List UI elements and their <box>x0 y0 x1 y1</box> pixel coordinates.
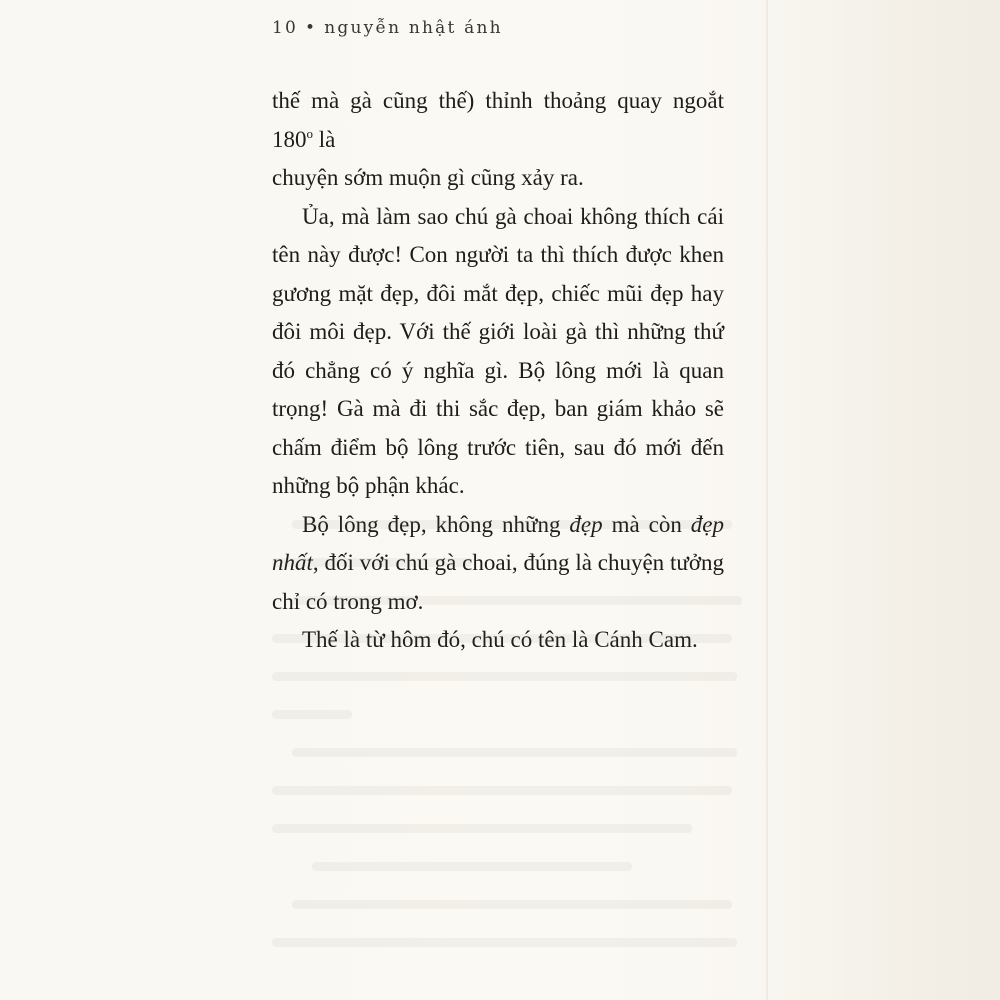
paragraph-3-part-a: Bộ lông đẹp, không những <box>302 511 570 537</box>
author-name: nguyễn nhật ánh <box>324 18 503 38</box>
degree-mark: o <box>306 125 313 141</box>
paragraph-1 <box>272 82 724 198</box>
bleed-line <box>292 596 742 605</box>
paragraph-1-line-1-end: là <box>313 126 336 152</box>
bleed-line <box>312 862 632 871</box>
running-head <box>272 18 503 38</box>
paragraph-4: Thế là từ hôm đó, chú có tên là Cánh Cam. <box>302 627 698 652</box>
emphasis-dep-nhat: đẹp nhất <box>272 511 724 575</box>
bleed-line <box>272 558 472 567</box>
bleed-line <box>292 900 732 909</box>
page-fold-line <box>766 0 768 1000</box>
page-number: 10 <box>272 18 299 38</box>
body-text <box>272 82 724 660</box>
bleed-line <box>292 748 737 757</box>
paragraph-2: Ủa, mà làm sao chú gà choai không thích cái tên này được! Con người ta thì thích được khen gương mặt đẹp, đôi mắt đẹp, chiếc mũi đẹp hay đôi môi đẹp. Với thế giới loài gà thì những thứ đó chẳng có ý nghĩa gì. Bộ lông mới là quan trọng! Gà mà đi thi sắc đẹp, ban giám khảo sẽ chấm điểm bộ lông trước tiên, sau đó mới đến những bộ phận khác. <box>272 203 724 498</box>
paragraph-1-line-2: chuyện sớm muộn gì cũng xảy ra. <box>272 165 584 190</box>
spine-shadow <box>760 0 1000 1000</box>
bleed-line <box>272 634 732 643</box>
bleed-line <box>272 938 737 947</box>
bleed-line <box>272 786 732 795</box>
bleed-line <box>272 710 352 719</box>
paragraph-3-part-c: , đối với chú gà choai, đúng là chuyện tưởng chỉ có trong mơ. <box>272 550 724 614</box>
bleed-line <box>272 672 737 681</box>
emphasis-dep: đẹp <box>569 511 603 537</box>
paragraph-1-line-1: thế mà gà cũng thế) thỉnh thoảng quay ngoắt 180 <box>272 88 724 152</box>
header-separator: • <box>305 18 318 38</box>
paragraph-3-part-b: mà còn <box>602 511 691 537</box>
bleed-line <box>272 824 692 833</box>
bleed-line <box>292 520 732 529</box>
